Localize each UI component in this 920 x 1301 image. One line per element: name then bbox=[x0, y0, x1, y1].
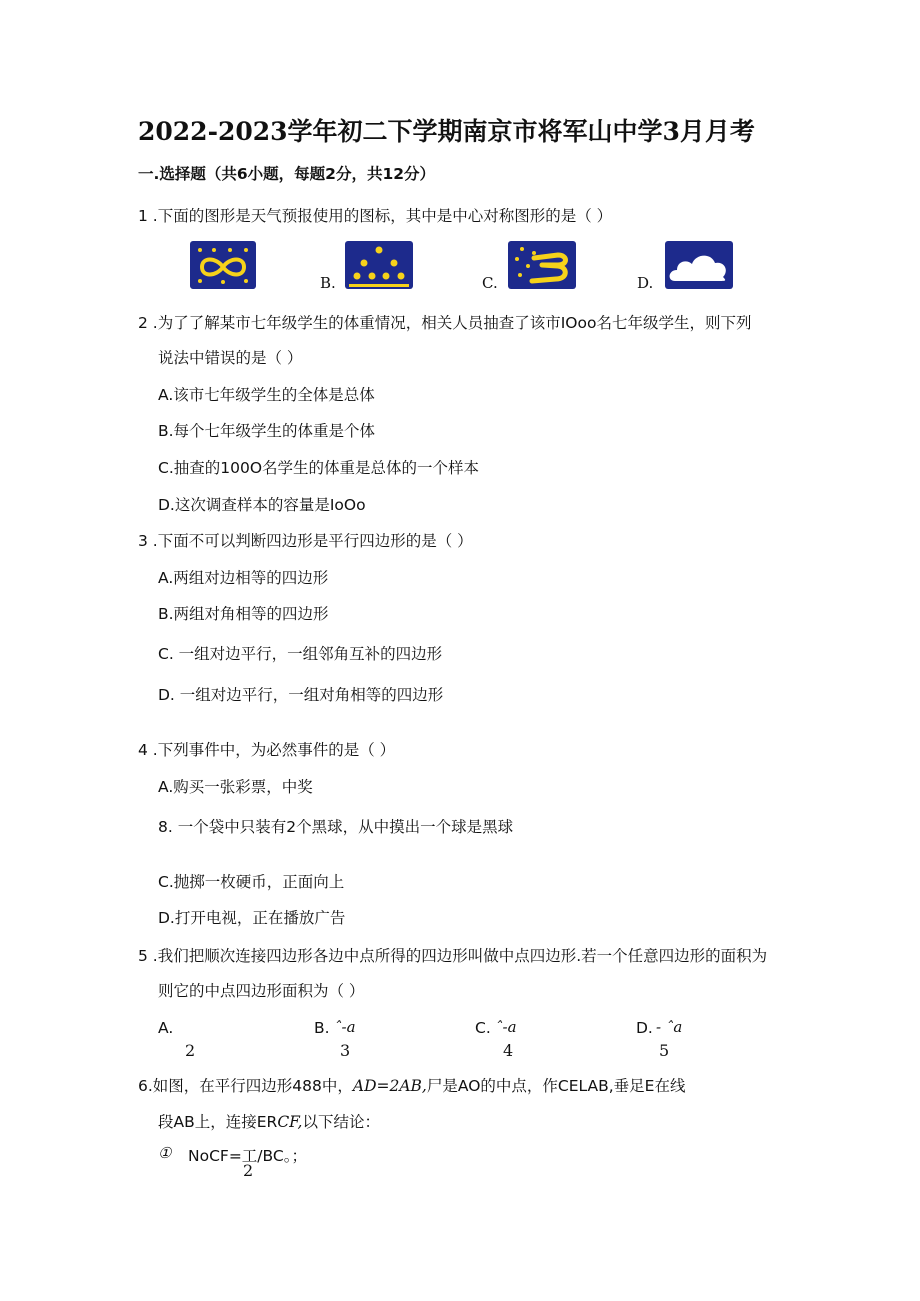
infinity-stars-icon bbox=[190, 241, 256, 289]
q3-option-a: A.两组对边相等的四边形 bbox=[158, 569, 329, 587]
question-5-stem-line2: 则它的中点四边形面积为（ ） bbox=[158, 982, 365, 1000]
q5-option-c-label: C. bbox=[475, 1019, 491, 1037]
q6-conclusion-1: NoCF=工/BC。； bbox=[188, 1147, 307, 1165]
dots-icon bbox=[345, 241, 413, 289]
question-1-stem: 1 .下面的图形是天气预报使用的图标，其中是中心对称图形的是（ ） bbox=[138, 207, 613, 225]
q5-option-d-expression: - ˆa bbox=[656, 1018, 683, 1036]
question-3-stem: 3 .下面不可以判断四边形是平行四边形的是（ ） bbox=[138, 532, 473, 550]
q2-option-c: C.抽查的100O名学生的体重是总体的一个样本 bbox=[158, 459, 480, 477]
q5-option-d-denominator: 5 bbox=[659, 1041, 670, 1060]
q6-conclusion-1-denominator: 2 bbox=[243, 1161, 254, 1180]
cloud-icon bbox=[665, 241, 733, 289]
q6-line2-text-a: 段AB上，连接ER bbox=[158, 1113, 278, 1131]
q4-option-b: 8. 一个袋中只装有2个黑球，从中摸出一个球是黑球 bbox=[158, 818, 514, 836]
q6-line1-text-b: 尸是AO的中点，作CELAB,垂足E在线 bbox=[426, 1077, 686, 1095]
q6-line1-text-a: 6.如图，在平行四边形488中， bbox=[138, 1077, 353, 1095]
q3-option-c: C. 一组对边平行，一组邻角互补的四边形 bbox=[158, 645, 443, 663]
q4-option-c: C.抛掷一枚硬币，正面向上 bbox=[158, 873, 345, 891]
q2-option-d: D.这次调查样本的容量是IoOo bbox=[158, 496, 366, 514]
q5-option-c-expression: ˆ-a bbox=[495, 1018, 517, 1036]
question-6-stem-line2 bbox=[158, 1110, 380, 1132]
q5-option-c-denominator: 4 bbox=[503, 1041, 514, 1060]
page-title: 2022-2023学年初二下学期南京市将军山中学3月月考 bbox=[138, 117, 755, 146]
q6-line2-text-b: 以下结论： bbox=[302, 1113, 380, 1131]
wind-swirl-icon bbox=[508, 241, 576, 289]
q6-line1-math: AD=2AB, bbox=[352, 1077, 427, 1095]
q4-option-d: D.打开电视，正在播放广告 bbox=[158, 909, 346, 927]
q3-option-d: D. 一组对边平行，一组对角相等的四边形 bbox=[158, 686, 444, 704]
q5-option-a-label: A. bbox=[158, 1019, 174, 1037]
q3-option-b: B.两组对角相等的四边形 bbox=[158, 605, 329, 623]
q5-option-b-label: B. bbox=[314, 1019, 330, 1037]
q6-conclusion-marker: ① bbox=[158, 1144, 172, 1162]
section-heading: 一.选择题（共6小题，每题2分，共12分） bbox=[138, 165, 436, 183]
question-2-stem-line2: 说法中错误的是（ ） bbox=[158, 349, 303, 367]
q5-option-b-denominator: 3 bbox=[340, 1041, 351, 1060]
question-2-stem-line1: 2 .为了了解某市七年级学生的体重情况，相关人员抽查了该市IOoo名七年级学生，则下列 bbox=[138, 314, 752, 332]
q1-option-d-label: D. bbox=[637, 274, 654, 292]
question-4-stem: 4 .下列事件中，为必然事件的是（ ） bbox=[138, 741, 396, 759]
q2-option-b: B.每个七年级学生的体重是个体 bbox=[158, 422, 376, 440]
question-5-stem-line1: 5 .我们把顺次连接四边形各边中点所得的四边形叫做中点四边形.若一个任意四边形的面积为 bbox=[138, 947, 768, 965]
q4-option-a: A.购买一张彩票，中奖 bbox=[158, 778, 313, 796]
question-6-stem-line1 bbox=[138, 1074, 685, 1096]
q2-option-a: A.该市七年级学生的全体是总体 bbox=[158, 386, 375, 404]
q5-option-d-label: D. bbox=[636, 1019, 653, 1037]
q1-option-b-label: B. bbox=[320, 274, 336, 292]
q6-line2-math: CF, bbox=[277, 1113, 303, 1131]
q5-option-b-expression: ˆ-a bbox=[334, 1018, 356, 1036]
q5-option-a-denominator: 2 bbox=[185, 1041, 196, 1060]
q1-option-c-label: C. bbox=[482, 274, 498, 292]
